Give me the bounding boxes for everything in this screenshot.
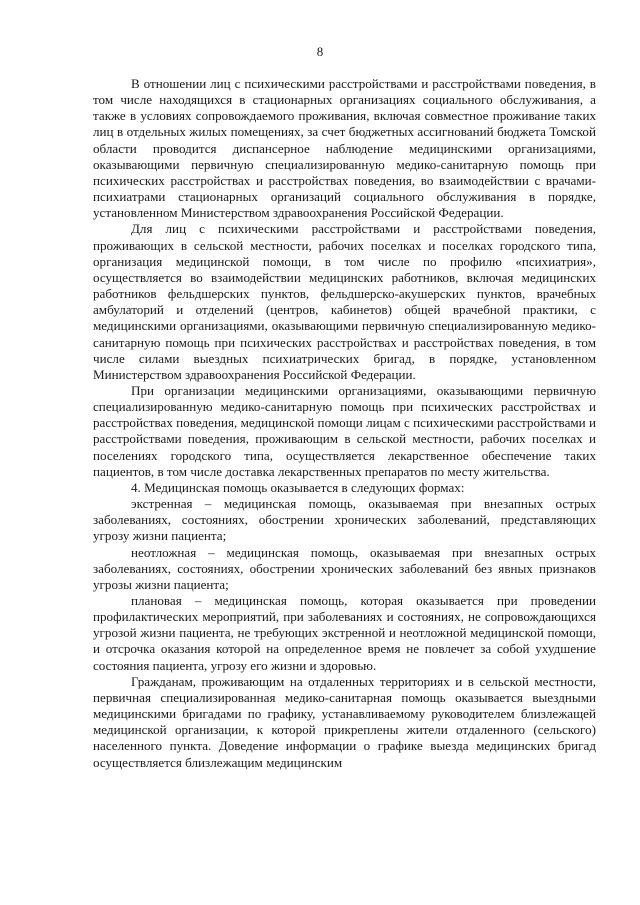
page-number: 8 bbox=[316, 44, 324, 59]
paragraph-remote-territories: Гражданам, проживающим на отдаленных территориях и в сельской местности, первичная специализированная медико-санитарная помощь оказывается выездными медицинскими бригадами по графику, устанавливаемому руководителем близлежащей медицинской организации, к которой прикреплены жители отдаленного (сельского) населенного пункта. Доведение информации о графике выезда медицинских бригад осуществляется близлежащим медицинским bbox=[93, 673, 596, 770]
paragraph-planned-form: плановая – медицинская помощь, которая оказывается при проведении профилактических мероприятий, при заболеваниях и состояниях, не сопровождающихся угрозой жизни пациента, не требующих экстренной и неотложной медицинской помощи, и отсрочка оказания которой на определенное время не повлечет за собой ухудшение состояния пациента, угрозу его жизни и здоровью. bbox=[93, 593, 596, 673]
body-text bbox=[93, 76, 596, 771]
paragraph-rural-psychiatry: Для лиц с психическими расстройствами и расстройствами поведения, проживающих в сельской местности, рабочих поселках и поселках городского типа, организация медицинской помощи, в том числе по профилю «психиатрия», осуществляется во взаимодействии медицинских работников, включая медицинских работников фельдшерских пунктов, фельдшерско-акушерских пунктов, врачебных амбулаторий и отделений (центров, кабинетов) общей врачебной практики, с медицинскими организациями, оказывающими первичную специализированную медико-санитарную помощь при психических расстройствах и расстройствах поведения, в том числе силами выездных психиатрических бригад, в порядке, установленном Министерством здравоохранения Российской Федерации. bbox=[93, 221, 596, 382]
paragraph-urgent-form: неотложная – медицинская помощь, оказываемая при внезапных острых заболеваниях, состояниях, обострении хронических заболеваний без явных признаков угрозы жизни пациента; bbox=[93, 544, 596, 592]
paragraph-dispensary-observation: В отношении лиц с психическими расстройствами и расстройствами поведения, в том числе находящихся в стационарных организациях социального обслуживания, а также в условиях сопровождаемого проживания, включая совместное проживание таких лиц в отдельных жилых помещениях, за счет бюджетных ассигнований бюджета Томской области проводится диспансерное наблюдение медицинскими организациями, оказывающими первичную специализированную медико-санитарную помощь при психических расстройствах и расстройствах поведения, во взаимодействии с врачами-психиатрами стационарных организаций социального обслуживания в порядке, установленном Министерством здравоохранения Российской Федерации. bbox=[93, 76, 596, 221]
paragraph-forms-heading: 4. Медицинская помощь оказывается в следующих формах: bbox=[131, 479, 465, 495]
paragraph-drug-provision: При организации медицинскими организациями, оказывающими первичную специализированную медико-санитарную помощь при психических расстройствах и расстройствах поведения, медицинской помощи лицам с психическими расстройствами и расстройствами поведения, проживающим в сельской местности, рабочих поселках и поселениях городского типа, осуществляется лекарственное обеспечение таких пациентов, в том числе доставка лекарственных препаратов по месту жительства. bbox=[93, 382, 596, 479]
paragraph-emergency-form: экстренная – медицинская помощь, оказываемая при внезапных острых заболеваниях, состояниях, обострении хронических заболеваний, представляющих угрозу жизни пациента; bbox=[93, 496, 596, 544]
